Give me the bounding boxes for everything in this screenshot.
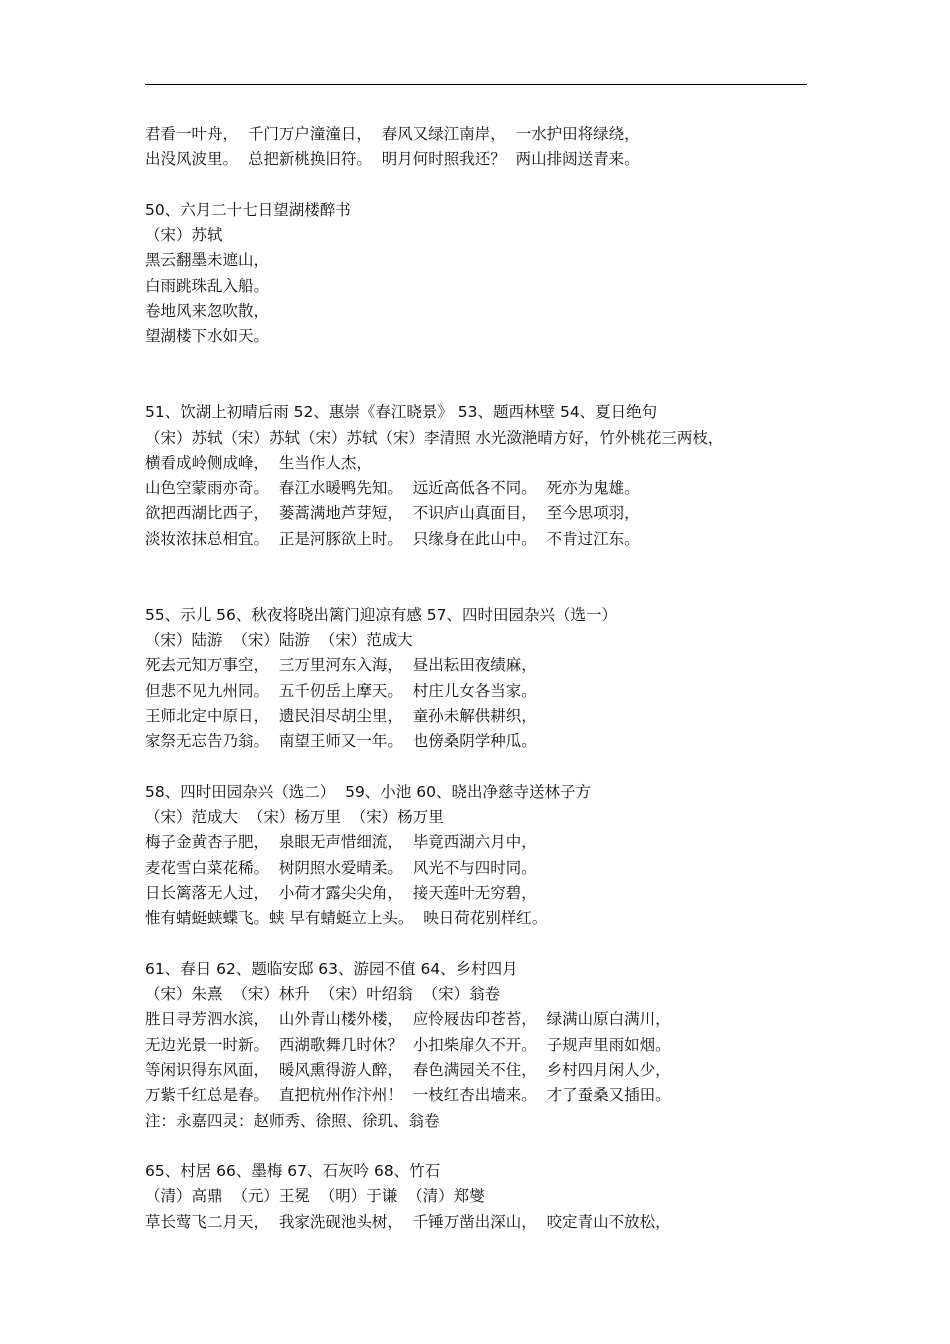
text-line: 君看一叶舟， 千门万户潼潼日， 春风又绿江南岸， 一水护田将绿绕， — [145, 125, 640, 143]
text-line: 51、饮湖上初晴后雨 52、惠崇《春江晓景》 53、题西林壁 54、夏日绝句 — [145, 403, 658, 422]
blank-line — [145, 350, 845, 375]
text-line: （宋）朱熹 （宋）林升 （宋）叶绍翁 （宋）翁卷 — [145, 985, 501, 1004]
text-line: 王师北定中原日， 遗民泪尽胡尘里， 童孙未解供耕织， — [145, 706, 537, 725]
text-line: 山色空蒙雨亦奇。 春江水暖鸭先知。 远近高低各不同。 死亦为鬼雄。 — [145, 479, 640, 498]
text-line: 65、村居 66、墨梅 67、石灰吟 68、竹石 — [145, 1162, 441, 1181]
blank-line — [145, 173, 845, 198]
blank-line — [145, 577, 845, 602]
text-line: 胜日寻芳泗水滨， 山外青山楼外楼， 应怜屐齿印苍苔， 绿满山原白满川， — [145, 1010, 671, 1029]
blank-line — [145, 375, 845, 400]
blank-line — [145, 932, 845, 957]
text-line: 无边光景一时新。 西湖歌舞几时休？ 小扣柴扉久不开。 子规声里雨如烟。 — [145, 1035, 671, 1054]
text-line: 61、春日 62、题临安邸 63、游园不值 64、乡村四月 — [145, 959, 518, 978]
text-line: 惟有蜻蜓蛱蝶飞。蛱 早有蜻蜓立上头。 映日荷花别样红。 — [145, 909, 548, 928]
text-line: 横看成岭侧成峰， 生当作人杰， — [145, 453, 372, 472]
text-line: （宋）陆游 （宋）陆游 （宋）范成大 — [145, 630, 413, 649]
text-line: （宋）范成大 （宋）杨万里 （宋）杨万里 — [145, 808, 444, 827]
text-line: （清）高鼎 （元）王冕 （明）于谦 （清）郑燮 — [145, 1187, 485, 1206]
blank-line — [145, 1134, 845, 1159]
text-line: 50、六月二十七日望湖楼醉书 — [145, 200, 351, 219]
text-line: 55、示儿 56、秋夜将晓出篱门迎凉有感 57、四时田园杂兴（选一） — [145, 605, 618, 624]
text-line: 出没风波里。 总把新桃换旧符。 明月何时照我还？ 两山排闼送青来。 — [145, 150, 640, 169]
text-line: 白雨跳珠乱入船。 — [145, 276, 270, 295]
text-line: （宋）苏轼 — [145, 226, 223, 245]
text-line: 草长莺飞二月天， 我家洗砚池头树， 千锤万凿出深山， 咬定青山不放松， — [145, 1212, 671, 1231]
text-line: 淡妆浓抹总相宜。 正是河豚欲上时。 只缘身在此山中。 不肯过江东。 — [145, 529, 640, 548]
header-rule — [145, 84, 807, 85]
text-line: 死去元知万事空， 三万里河东入海， 昼出耘田夜绩麻， — [145, 656, 537, 675]
text-line: 麦花雪白菜花稀。 树阴照水爱晴柔。 风光不与四时同。 — [145, 858, 537, 877]
text-line: 58、四时田园杂兴（选二） 59、小池 60、晓出净慈寺送林子方 — [145, 782, 591, 801]
text-line: 等闲识得东风面， 暖风熏得游人醉， 春色满园关不住， 乡村四月闲人少， — [145, 1060, 671, 1079]
text-line: 家祭无忘告乃翁。 南望王师又一年。 也傍桑阴学种瓜。 — [145, 732, 537, 751]
blank-line — [145, 754, 845, 779]
text-line: 万紫千红总是春。 直把杭州作汴州！ 一枝红杏出墙来。 才了蚕桑又插田。 — [145, 1086, 671, 1105]
text-line: 注：永嘉四灵：赵师秀、徐照、徐玑、翁卷 — [145, 1111, 440, 1130]
poem-text-column — [145, 122, 845, 1235]
text-line: （宋）苏轼（宋）苏轼（宋）苏轼（宋）李清照 水光潋滟晴方好，竹外桃花三两枝， — [145, 428, 724, 447]
text-line: 望湖楼下水如天。 — [145, 327, 270, 346]
text-line: 日长篱落无人过， 小荷才露尖尖角， 接天莲叶无穷碧， — [145, 883, 537, 902]
blank-line — [145, 552, 845, 577]
text-line: 卷地风来忽吹散， — [145, 302, 270, 321]
text-line: 黑云翻墨未遮山， — [145, 251, 270, 270]
text-line: 欲把西湖比西子， 蒌蒿满地芦芽短， 不识庐山真面目， 至今思项羽， — [145, 504, 640, 523]
text-line: 梅子金黄杏子肥， 泉眼无声惜细流， 毕竟西湖六月中， — [145, 833, 537, 852]
text-line: 但悲不见九州同。 五千仞岳上摩天。 村庄儿女各当家。 — [145, 681, 537, 700]
